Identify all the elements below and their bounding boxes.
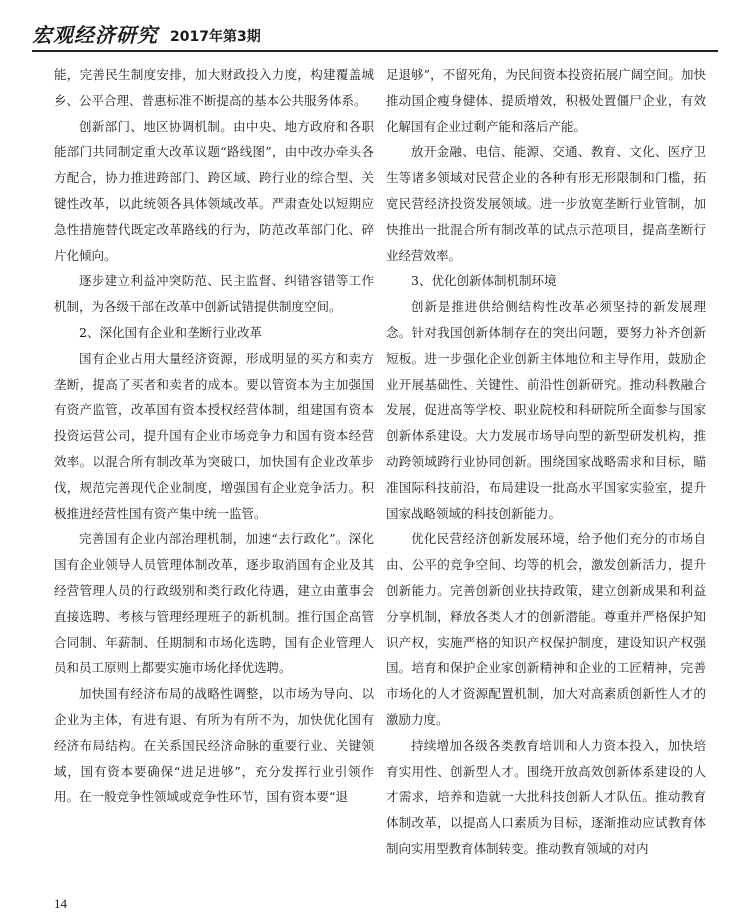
paragraph: 加快国有经济布局的战略性调整，以市场为导向、以企业为主体，有进有退、有所为有所不为，加快优化国有经济布局结构。在关系国民经济命脉的重要行业、关键领域，国有资本要确保“进足进够”，充分发挥行业引领作用。在一般竞争性领域或竞争性环节，国有资本要“退	[54, 686, 374, 805]
paragraph: 逐步建立利益冲突防范、民主监督、纠错容错等工作机制，为各级干部在改革中创新试错提供制度空间。	[54, 273, 374, 315]
running-header	[32, 8, 712, 48]
paragraph: 创新是推进供给侧结构性改革必须坚持的新发展理念。针对我国创新体制存在的突出问题，要努力补齐创新短板。进一步强化企业创新主体地位和主导作用，鼓励企业开展基础性、关键性、前沿性创新研究。推动科教融合发展，促进高等学校、职业院校和科研院所全面参与国家创新体系建设。大力发展市场导向型的新型研发机构，推动跨领域跨行业协同创新。围绕国家战略需求和目标，瞄准国际科技前沿，布局建设一批高水平国家实验室，提升国家战略领域的科技创新能力。	[386, 299, 706, 521]
section-heading: 2、深化国有企业和垄断行业改革	[79, 324, 262, 340]
journal-name: 宏观经济研究	[32, 23, 158, 47]
page-number: 14	[54, 896, 67, 911]
left-column	[54, 62, 374, 810]
paragraph: 能，完善民生制度安排，加大财政投入力度，构建覆盖城乡、公平合理、普惠标准不断提高的基本公共服务体系。	[54, 67, 374, 108]
right-column	[386, 62, 706, 862]
paragraph: 放开金融、电信、能源、交通、教育、文化、医疗卫生等诸多领域对民营企业的各种有形无形限制和门槛，拓宽民营经济投资发展领域。进一步放宽垄断行业管制，加快推出一批混合所有制改革的试点示范项目，提高垄断行业经营效率。	[386, 144, 706, 263]
paragraph: 国有企业占用大量经济资源，形成明显的买方和卖方垄断，提高了买者和卖者的成本。要以管资本为主加强国有资产监管，改革国有资本授权经营体制，组建国有资本投资运营公司，提升国有企业市场竞争力和国有资本经营效率。以混合所有制改革为突破口，加快国有企业改革步伐，规范完善现代企业制度，增强国有企业竞争活力。积极推进经营性国有资产集中统一监管。	[54, 350, 374, 521]
paragraph: 足退够”，不留死角，为民间资本投资拓展广阔空间。加快推动国企瘦身健体、提质增效，积极处置僵尸企业，有效化解国有企业过剩产能和落后产能。	[386, 67, 706, 134]
paragraph: 创新部门、地区协调机制。由中央、地方政府和各职能部门共同制定重大改革议题“路线图”，由中改办牵头各方配合，协力推进跨部门、跨区域、跨行业的综合型、关键性改革，以此统领各具体领域改革。严肃查处以短期应急性措施替代既定改革路线的行为，防范改革部门化、碎片化倾向。	[54, 118, 374, 263]
paragraph: 优化民营经济创新发展环境，给予他们充分的市场自由、公平的竞争空间、均等的机会，激发创新活力，提升创新能力。完善创新创业扶持政策，建立创新成果和利益分享机制，释放各类人才的创新潜能。尊重并严格保护知识产权，实施严格的知识产权保护制度，建设知识产权强国。培育和保护企业家创新精神和企业的工匠精神，完善市场化的人才资源配置机制，加大对高素质创新性人才的激励力度。	[386, 531, 706, 727]
issue-label: 2017年第3期	[170, 29, 261, 45]
section-heading: 3、优化创新体制机制环境	[411, 273, 557, 289]
paragraph: 持续增加各级各类教育培训和人力资本投入，加快培育实用性、创新型人才。围绕开放高效创新体系建设的人才需求，培养和造就一大批科技创新人才队伍。推动教育体制改革，以提高人口素质为目标，逐渐推动应试教育体制向实用型教育体制转变。推动教育领域的对内	[386, 737, 706, 856]
header-rule	[32, 50, 718, 52]
paragraph: 完善国有企业内部治理机制，加速“去行政化”。深化国有企业领导人员管理体制改革，逐步取消国有企业及其经营管理人员的行政级别和类行政化待遇，建立由董事会直接选聘、考核与管理经理班子的新机制。推行国企高管合同制、年薪制、任期制和市场化选聘，国有企业管理人员和员工原则上都要实施市场化择优选聘。	[54, 531, 374, 676]
